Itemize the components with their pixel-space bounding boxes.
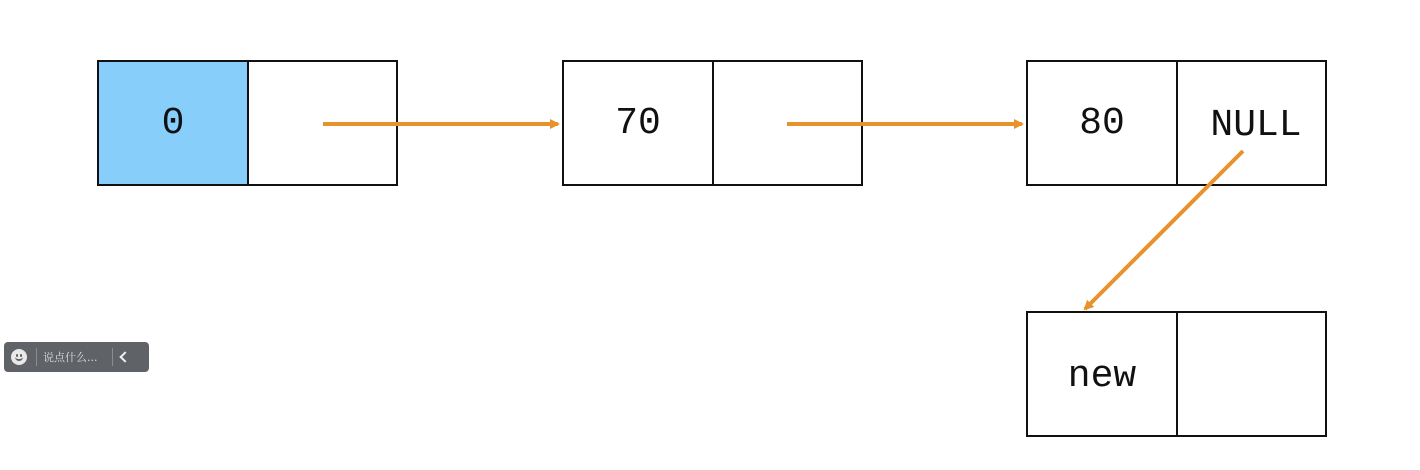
node-new [1027,312,1326,436]
comment-bar[interactable] [4,342,149,372]
node-head-value: 0 [161,102,185,146]
chevron-left-icon[interactable] [119,351,130,362]
node-third-pointer: NULL [1210,104,1302,148]
comment-bar-divider-right [112,348,113,366]
node-new-next-cell [1177,312,1326,436]
comment-input[interactable]: 说点什么... [43,351,98,364]
comment-bar-divider [36,348,37,366]
node-third-value: 80 [1079,102,1125,146]
node-new-value: new [1067,355,1137,399]
smile-icon[interactable] [11,349,27,365]
node-third [1027,61,1326,185]
node-second-value: 70 [615,102,661,146]
